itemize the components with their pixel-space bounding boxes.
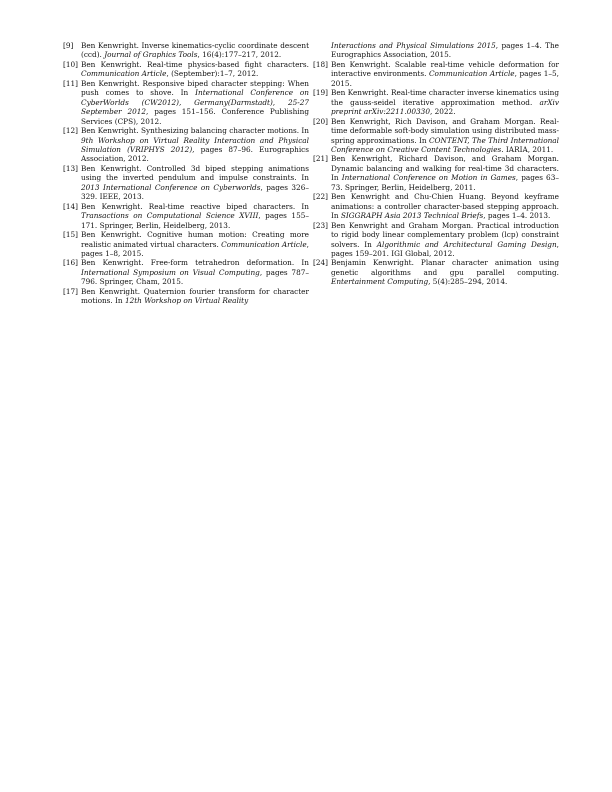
reference-19 [313,88,559,116]
reference-number: [18] [313,59,328,69]
reference-number: [22] [313,192,328,202]
reference-13 [63,164,309,202]
reference-details: , 5(4):285–294, 2014. [428,277,508,287]
reference-text: Benjamin Kenwright. Planar character animation using genetic algorithms and gpu parallel computing. [331,258,559,277]
reference-venue: Transactions on Computational Science XVIII [81,211,259,221]
reference-details: , pages 63–73. Springer, Berlin, Heidelberg, 2011. [331,173,559,192]
references-left-column [63,41,309,306]
reference-details: , pages 1–4. The Eurographics Association, 2015. [331,41,560,60]
reference-number: [19] [313,88,328,98]
reference-venue: Algorithmic and Architectural Gaming Design [376,239,557,249]
reference-text: Ben Kenwright. Controlled 3d biped stepping animations using the inverted pendulum and impulse constraints. In [81,163,309,183]
reference-number: [11] [63,78,78,88]
reference-text: Ben Kenwright. Responsive biped character stepping: When push comes to shove. In [81,78,309,98]
reference-venue: 12th Workshop on Virtual Reality [124,296,249,306]
reference-text: Ben Kenwright, Richard Davison, and Graham Morgan. Dynamic balancing and walking for real-time 3d characters. In [331,154,559,183]
reference-number: [21] [313,154,328,164]
reference-details: , pages 155–171. Springer, Berlin, Heidelberg, 2013. [81,211,309,230]
reference-12 [63,126,309,164]
reference-number: [17] [63,286,78,296]
reference-text: Ben Kenwright. Quaternion fourier transform for character motions. In [81,286,309,306]
reference-details: , 2022. [429,107,456,117]
reference-11 [63,79,309,126]
reference-9 [63,41,309,60]
reference-venue: CONTENT, The Third International Conference on Creative Content Technologies [331,135,559,154]
reference-text: Ben Kenwright. Synthesizing balancing character motions. In [81,126,309,136]
reference-details: , pages 1–4. 2013. [483,211,551,221]
reference-20 [313,117,559,155]
reference-14 [63,202,309,230]
reference-venue: Communication Article [81,69,167,79]
reference-details: . IARIA, 2011. [501,144,554,154]
reference-venue: Communication Article [428,69,515,79]
reference-details: , pages 787–796. Springer, Cham, 2015. [81,267,310,287]
reference-16 [63,258,309,286]
reference-details: , pages 87–96. Eurographics Association, 2012. [81,144,309,164]
reference-venue: Journal of Graphics Tools [104,50,198,60]
reference-number: [23] [313,220,328,230]
reference-venue: International Symposium on Visual Computing [81,267,260,277]
reference-number: [9] [63,41,74,50]
reference-text: Ben Kenwright. Cognitive human motion: Creating more realistic animated virtual characters. [81,230,309,249]
reference-17 [63,287,309,306]
reference-text: Ben Kenwright and Graham Morgan. Practical introduction to rigid body linear complementary problem (lcp) constraint solvers. In [331,220,559,249]
reference-23 [313,221,559,259]
reference-number: [15] [63,230,78,240]
reference-venue: SIGGRAPH Asia 2013 Technical Briefs [340,211,484,221]
reference-number: [24] [313,258,328,268]
reference-venue: International Conference on CyberWorlds (CW2012), Germany(Darmstadt), 25-27 September 2012 [81,88,309,117]
reference-venue: Entertainment Computing [331,277,429,287]
reference-18 [313,60,559,88]
reference-venue: Communication Article [221,239,307,249]
reference-details: , (September):1–7, 2012. [166,69,259,79]
reference-text: Ben Kenwright. Free-form tetrahedron deformation. In [81,258,309,268]
references-right-column [313,41,559,287]
reference-venue: arXiv preprint arXiv:2211.00330 [331,97,559,117]
reference-venue: 2013 International Conference on Cyberworlds [81,182,261,192]
reference-details: , pages 151–156. Conference Publishing Services (CPS), 2012. [81,107,309,126]
reference-text: Ben Kenwright. Inverse kinematics-cyclic coordinate descent (ccd). [81,41,309,60]
reference-17-continuation [313,41,559,60]
reference-details: , pages 159–201. IGI Global, 2012. [331,239,559,258]
reference-15 [63,230,309,258]
reference-text: Ben Kenwright. Real-time physics-based fight characters. [81,59,309,69]
reference-venue: Interactions and Physical Simulations 2015 [331,41,496,50]
reference-10 [63,60,309,79]
reference-22 [313,192,559,220]
reference-number: [20] [313,116,328,126]
reference-number: [13] [63,163,78,173]
reference-21 [313,154,559,192]
reference-text: Ben Kenwright. Real-time character inverse kinematics using the gauss-seidel iterative approximation method. [331,88,559,107]
reference-venue: 9th Workshop on Virtual Reality Interaction and Physical Simulation (VRIPHYS 2012) [81,135,309,154]
reference-venue: International Conference on Motion in Games [341,173,516,183]
reference-number: [10] [63,59,78,69]
reference-24 [313,258,559,286]
reference-details: , pages 326–329. IEEE, 2013. [81,182,309,202]
reference-text: Ben Kenwright. Scalable real-time vehicle deformation for interactive environments. [331,59,559,79]
reference-text: Ben Kenwright and Chu-Chien Huang. Beyond keyframe animations: a controller character-based stepping approach. In [331,192,559,221]
reference-details: , pages 1–5, 2015. [331,69,559,88]
reference-number: [16] [63,258,78,268]
reference-text: Ben Kenwright. Real-time reactive biped characters. In [81,201,309,211]
reference-details: , 16(4):177–217, 2012. [197,50,282,60]
reference-details: , pages 1–8, 2015. [81,239,309,258]
reference-text: Ben Kenwright, Rich Davison, and Graham Morgan. Real-time deformable soft-body simulation using distributed mass-spring approximations. In [331,116,559,145]
reference-number: [14] [63,201,78,211]
reference-number: [12] [63,126,78,136]
